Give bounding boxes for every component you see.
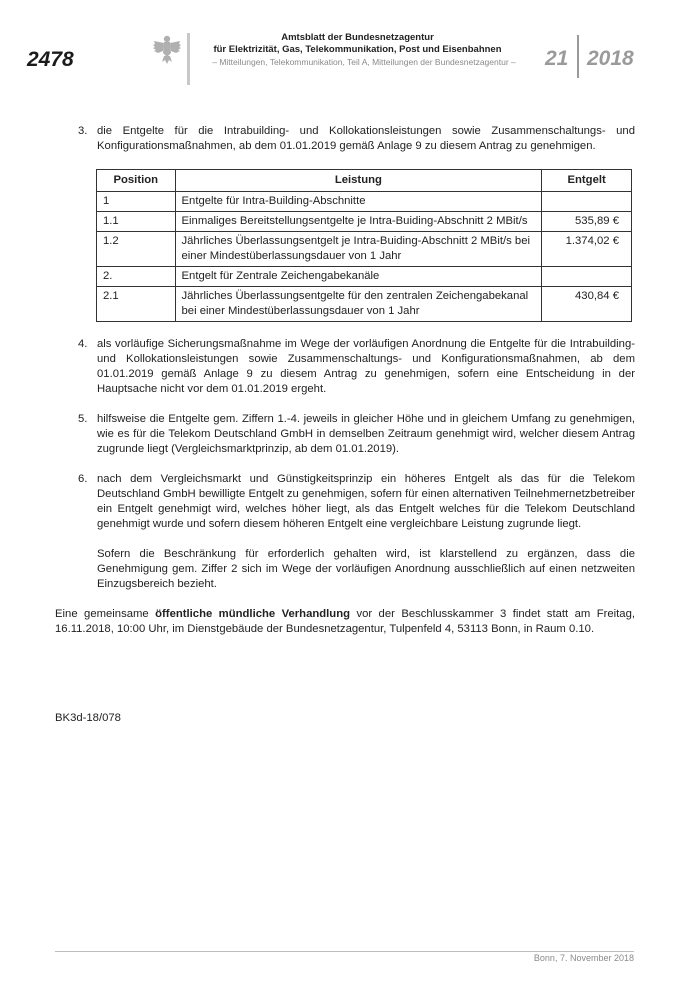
column-header-leistung: Leistung [175,170,542,192]
column-header-position: Position [97,170,176,192]
table-row [97,267,632,287]
list-item-4 [55,337,635,397]
document-reference: BK3d-18/078 [55,712,121,724]
list-item-text: als vorläufige Sicherungsmaßnahme im Wege der vorläufigen Anordnung die Entgelte für die Intrabuilding- und Kollokationsleistungen sowie Zusammenschaltungs- und Konfigurationsmaßnahmen, ab dem 01.01.2019 gemäß Anlage 9 zu diesem Antrag zu genehmigen, sofern eine Entscheidung in der Hauptsache nicht vor dem 01.01.2019 ergeht. [97,338,635,395]
page-number: 2478 [27,48,74,71]
table-row [97,287,632,322]
cell-position: 1 [97,192,176,212]
list-item-5 [55,412,635,457]
cell-entgelt [542,267,632,287]
list-item-text: die Entgelte für die Intrabuilding- und Kollokationsleistungen sowie Zusammenschaltungs- und Konfigurationsmaßnahmen, ab dem 01.01.2019 gemäß Anlage 9 zu diesem Antrag zu genehmigen. [97,125,635,152]
issue-divider [577,35,579,78]
list-item-text: hilfsweise die Entgelte gem. Ziffern 1.-4. jeweils in gleicher Höhe und in gleichem Umfang zu genehmigen, wie es für die Telekom Deutschland GmbH in demselben Zeitraum genehmigt wird, welcher diesem Antrag zugrunde liegt (Vergleichsmarktprinzip, ab dem 01.01.2019). [97,413,635,455]
header-divider [187,33,190,85]
federal-eagle-icon [152,33,182,66]
issue-number: 21 [545,47,569,70]
cell-position: 2.1 [97,287,176,322]
hearing-announcement [55,607,635,637]
cell-entgelt: 1.374,02 € [542,232,632,267]
cell-leistung: Einmaliges Bereitstellungsentgelte je Intra-Buiding-Abschnitt 2 MBit/s [175,212,542,232]
journal-title-line-1: Amtsblatt der Bundesnetzagentur [281,32,434,43]
journal-title [200,32,515,56]
clarification-note: Sofern die Beschränkung für erforderlich gehalten wird, ist klarstellend zu ergänzen, dass die Genehmigung gem. Ziffer 2 sich im Wege der vorläufigen Anordnung ausschließlich auf einen netzweiten Einzugsbereich bezieht. [97,548,635,590]
hearing-emphasis: öffentliche mündliche Verhandlung [155,608,351,620]
cell-position: 2. [97,267,176,287]
footer-divider [55,951,634,952]
footer-date: Bonn, 7. November 2018 [533,953,634,963]
list-item-number: 3. [78,125,88,137]
cell-position: 1.1 [97,212,176,232]
hearing-details: vor der Beschlusskammer 3 findet statt am Freitag, 16.11.2018, 10:00 Uhr, im Dienstgebäude der Bundesnetzagentur, Tulpenfeld 4, 53113 Bonn, in Raum 0.10. [55,608,635,635]
list-item-text: nach dem Vergleichsmarkt und Günstigkeitsprinzip ein höheres Entgelt als das für die Telekom Deutschland GmbH bewilligte Entgelt zu genehmigen, sofern für einen alternativen Teilnehmernetzbetreiber ein Entgelt genehmigt wird, welches höher liegt, als das Entgelt welches für die Telekom Deutschland genehmigt wurde und sofern diesem höheren Entgelt eine vergleichbare Leistung zugrunde liegt. [97,473,635,530]
table-row [97,192,632,212]
table-header-row [97,170,632,192]
main-content [55,124,635,637]
cell-leistung: Entgelt für Zentrale Zeichengabekanäle [175,267,542,287]
journal-title-line-2: für Elektrizität, Gas, Telekommunikation, Post und Eisenbahnen [213,44,502,55]
cell-leistung: Jährliches Überlassungsentgelt je Intra-Buiding-Abschnitt 2 MBit/s bei einer Mindestüberlassungsdauer von 1 Jahr [175,232,542,267]
issue-year: 2018 [587,47,634,70]
journal-subtitle: – Mitteilungen, Telekommunikation, Teil A, Mitteilungen der Bundesnetzagentur – [212,57,516,67]
list-item-number: 4. [78,338,88,350]
fee-table [96,169,632,322]
table-row [97,232,632,267]
cell-leistung: Entgelte für Intra-Building-Abschnitte [175,192,542,212]
table-row [97,212,632,232]
cell-entgelt [542,192,632,212]
list-item-6 [55,472,635,532]
cell-entgelt: 535,89 € [542,212,632,232]
cell-position: 1.2 [97,232,176,267]
list-item-number: 5. [78,413,88,425]
hearing-prefix: Eine gemeinsame [55,608,156,620]
column-header-entgelt: Entgelt [542,170,632,192]
list-item-3 [55,124,635,154]
list-item-number: 6. [78,473,88,485]
cell-leistung: Jährliches Überlassungsentgelte für den zentralen Zeichengabekanal bei einer Mindestüberlassungsdauer von 1 Jahr [175,287,542,322]
cell-entgelt: 430,84 € [542,287,632,322]
